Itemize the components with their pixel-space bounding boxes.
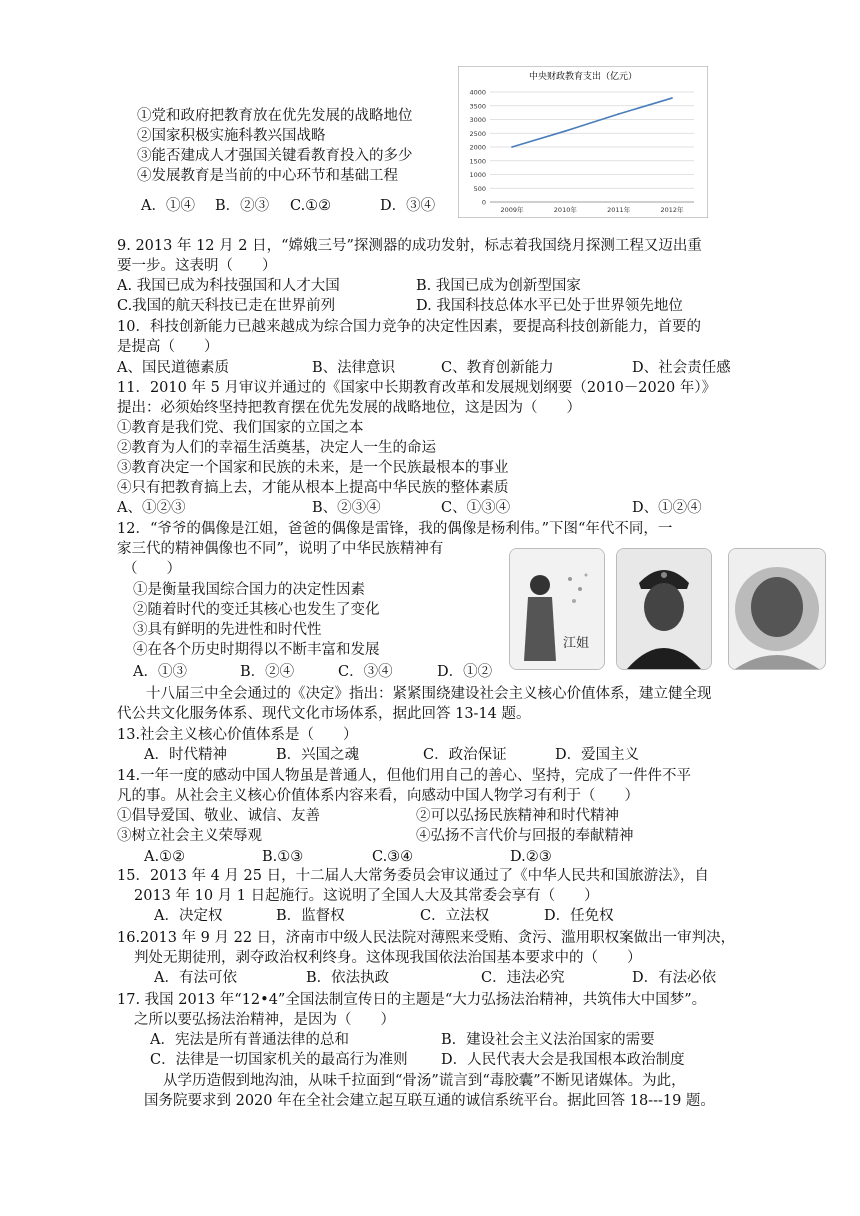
q15-choice-b: B．监督权	[276, 908, 345, 924]
q16-stem-1: 16.2013 年 9 月 22 日，济南市中级人民法院对薄熙来受贿、贪污、滥用职权案做出一审判决，	[117, 930, 736, 946]
q16-stem-2: 判处无期徒刑，剥夺政治权利终身。这体现我国依法治国基本要求中的（ ）	[134, 950, 642, 966]
q14-option-2: ②可以弘扬民族精神和时代精神	[416, 808, 619, 824]
y-tick-label: 0	[481, 198, 486, 207]
q16-choice-c: C．违法必究	[481, 970, 565, 986]
intro-13-14-1: 十八届三中全会通过的《决定》指出：紧紧围绕建设社会主义核心价值体系，建立健全现	[146, 686, 712, 702]
q13-stem: 13.社会主义核心价值体系是（ ）	[117, 727, 358, 743]
q12-stem-2: 家三代的精神偶像也不同”，说明了中华民族精神有	[117, 541, 444, 557]
q12-choice-c: C．③④	[338, 664, 393, 680]
q9-stem-2: 要一步。这表明（ ）	[117, 258, 277, 274]
y-tick-label: 1500	[469, 157, 486, 166]
q11-choice-d: D、①②④	[632, 500, 702, 516]
y-tick-label: 2000	[469, 143, 486, 152]
q17-choice-c: C．法律是一切国家机关的最高行为准则	[150, 1052, 408, 1068]
y-tick-label: 1000	[469, 171, 486, 179]
y-tick-label: 2500	[469, 129, 486, 138]
q13-choice-c: C．政治保证	[423, 747, 507, 763]
y-tick-label: 3000	[469, 116, 486, 124]
q12-stem-3: （ ）	[123, 561, 181, 577]
q12-stem-1: 12．“爷爷的偶像是江姐，爸爸的偶像是雷锋，我的偶像是杨利伟。”下图“年代不同，一	[117, 521, 673, 537]
q11-stem-1: 11．2010 年 5 月审议并通过的《国家中长期教育改革和发展规划纲要（2010－2020 年）》	[117, 380, 717, 396]
q12-choice-b: B．②④	[240, 664, 295, 680]
q13-choice-a: A．时代精神	[144, 747, 227, 763]
q12-choice-d: D．①②	[437, 664, 493, 680]
q14-choice-a: A.①②	[144, 849, 186, 865]
q8-option-2: ②国家积极实施科教兴国战略	[137, 128, 326, 144]
q15-choice-a: A．决定权	[154, 908, 223, 924]
q11-choice-a: A、①②③	[117, 500, 186, 516]
y-tick-label: 500	[473, 184, 486, 193]
q15-stem-2: 2013 年 10 月 1 日起施行。这说明了全国人大及其常委会享有（ ）	[134, 888, 599, 904]
x-tick-label: 2010年	[553, 206, 577, 214]
y-tick-label: 4000	[469, 88, 486, 97]
q14-option-3: ③树立社会主义荣辱观	[117, 828, 262, 844]
q10-choice-a: A、国民道德素质	[117, 360, 229, 376]
q12-option-4: ④在各个历史时期得以不断丰富和发展	[133, 642, 380, 658]
q11-stem-2: 提出：必须始终坚持把教育摆在优先发展的战略地位，这是因为（ ）	[117, 400, 581, 416]
portrait-icon	[617, 549, 711, 669]
chart-title: 中央财政教育支出（亿元）	[528, 72, 638, 82]
q16-choice-d: D．有法必依	[632, 970, 717, 986]
q15-choice-d: D．任免权	[544, 908, 614, 924]
intro-18-19-1: 从学历造假到地沟油，从味千拉面到“骨汤”谎言到“毒胶囊”不断见诸媒体。为此，	[163, 1073, 686, 1089]
q13-choice-b: B．兴国之魂	[276, 747, 360, 763]
photo-jiang-jie	[509, 548, 605, 670]
q8-option-3: ③能否建成人才强国关键看教育投入的多少	[137, 148, 413, 164]
q11-choice-b: B、②③④	[312, 500, 381, 516]
data-point	[618, 113, 620, 115]
q17-stem-2: 之所以要弘扬法治精神，是因为（ ）	[134, 1012, 395, 1028]
x-tick-label: 2009年	[500, 206, 524, 214]
q16-choice-b: B．依法执政	[306, 970, 390, 986]
x-tick-label: 2012年	[660, 206, 684, 214]
q8-option-1: ①党和政府把教育放在优先发展的战略地位	[137, 108, 413, 124]
q11-option-3: ③教育决定一个国家和民族的未来，是一个民族最根本的事业	[117, 460, 509, 476]
q16-choice-a: A．有法可依	[154, 970, 237, 986]
data-point	[511, 146, 513, 148]
q9-choice-a: A. 我国已成为科技强国和人才大国	[117, 278, 340, 294]
q9-choice-d: D. 我国科技总体水平已处于世界领先地位	[416, 298, 683, 314]
q17-choice-b: B．建设社会主义法治国家的需要	[441, 1032, 655, 1048]
q8-choice-b: B．②③	[215, 198, 270, 214]
q14-stem-1: 14.一年一度的感动中国人物虽是普通人，但他们用自己的善心、坚持，完成了一件件不平	[117, 768, 692, 784]
q10-choice-d: D、社会责任感	[632, 360, 731, 376]
q9-choice-c: C.我国的航天科技已走在世界前列	[117, 298, 336, 314]
photo-lei-feng	[616, 548, 712, 670]
q10-choice-c: C、教育创新能力	[441, 360, 554, 376]
q8-choice-c: C.①②	[290, 198, 332, 214]
y-tick-label: 3500	[469, 102, 486, 111]
q14-option-1: ①倡导爱国、敬业、诚信、友善	[117, 808, 320, 824]
q15-stem-1: 15．2013 年 4 月 25 日，十二届人大常务委员会审议通过了《中华人民共和国旅游法》，自	[117, 868, 709, 884]
q14-stem-2: 凡的事。从社会主义核心价值体系内容来看，向感动中国人物学习有利于（ ）	[117, 788, 639, 804]
portrait-icon	[729, 549, 825, 669]
q14-choice-b: B.①③	[262, 849, 304, 865]
education-spending-chart	[458, 66, 708, 218]
data-point	[671, 97, 673, 99]
q8-choice-a: A．①④	[141, 198, 195, 214]
q10-choice-b: B、法律意识	[312, 360, 396, 376]
intro-13-14-2: 代公共文化服务体系、现代文化市场体系，据此回答 13-14 题。	[117, 706, 531, 722]
line-chart	[458, 66, 708, 218]
q10-stem-1: 10．科技创新能力已越来越成为综合国力竞争的决定性因素，要提高科技创新能力，首要的	[117, 319, 701, 335]
q9-stem-1: 9. 2013 年 12 月 2 日，“嫦娥三号”探测器的成功发射，标志着我国绕月探测工程又迈出重	[117, 238, 702, 254]
intro-18-19-2: 国务院要求到 2020 年在全社会建立起互联互通的诚信系统平台。据此回答 18---19 题。	[144, 1093, 715, 1109]
q12-option-3: ③具有鲜明的先进性和时代性	[133, 622, 322, 638]
q14-choice-d: D.②③	[510, 849, 552, 865]
q14-option-4: ④弘扬不言代价与回报的奉献精神	[416, 828, 634, 844]
q8-option-4: ④发展教育是当前的中心环节和基础工程	[137, 168, 398, 184]
q12-choice-a: A．①③	[133, 664, 187, 680]
photo-yang-liwei	[728, 548, 826, 670]
q9-choice-b: B. 我国已成为创新型国家	[416, 278, 581, 294]
q13-choice-d: D．爱国主义	[555, 747, 640, 763]
photo-caption: 江姐	[562, 636, 590, 651]
q17-choice-d: D．人民代表大会是我国根本政治制度	[441, 1052, 685, 1068]
q11-choice-c: C、①③④	[441, 500, 511, 516]
q12-option-2: ②随着时代的变迁其核心也发生了变化	[133, 602, 380, 618]
q10-stem-2: 是提高（ ）	[117, 339, 219, 355]
q11-option-2: ②教育为人们的幸福生活奠基，决定人一生的命运	[117, 440, 436, 456]
data-point	[564, 130, 566, 132]
x-tick-label: 2011年	[607, 206, 631, 214]
q11-option-1: ①教育是我们党、我们国家的立国之本	[117, 420, 364, 436]
q15-choice-c: C．立法权	[420, 908, 490, 924]
q17-choice-a: A．宪法是所有普通法律的总和	[150, 1032, 349, 1048]
q17-stem-1: 17. 我国 2013 年“12•4”全国法制宣传日的主题是“大力弘扬法治精神，共筑伟大中国梦”。	[117, 992, 707, 1008]
q12-option-1: ①是衡量我国综合国力的决定性因素	[133, 582, 365, 598]
q8-choice-d: D．③④	[380, 198, 436, 214]
q11-option-4: ④只有把教育搞上去，才能从根本上提高中华民族的整体素质	[117, 480, 509, 496]
q14-choice-c: C.③④	[372, 849, 414, 865]
portrait-icon	[510, 549, 604, 669]
